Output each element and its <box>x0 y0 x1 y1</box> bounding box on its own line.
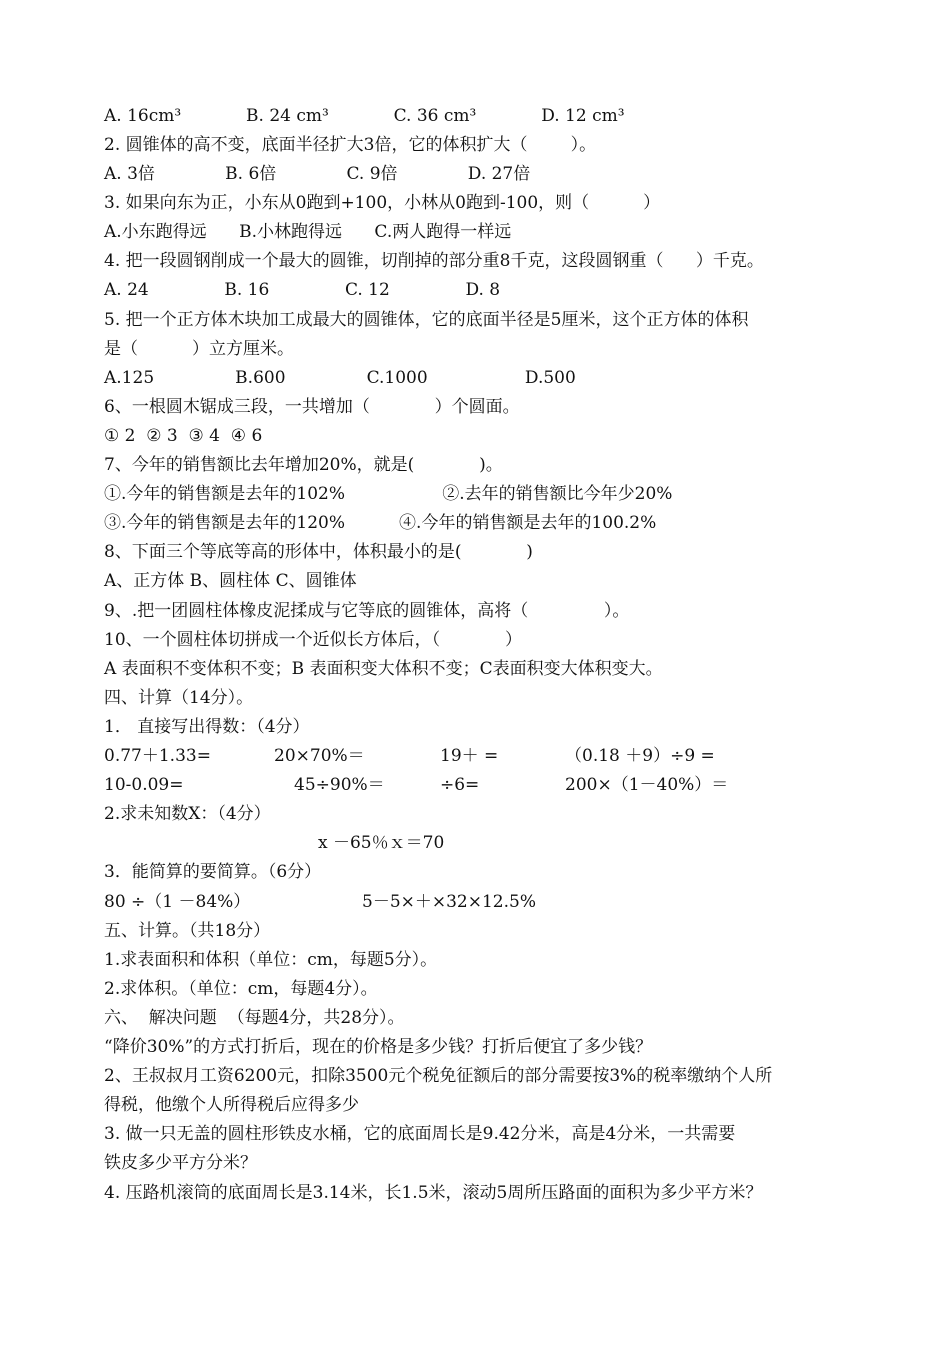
question-2: 2. 圆锥体的高不变，底面半径扩大3倍，它的体积扩大（ ）。 <box>104 135 597 155</box>
calc-item: 19＋ = <box>440 746 499 766</box>
problem-2-cont: 得税，他缴个人所得税后应得多少 <box>104 1095 359 1115</box>
section-5-title: 五、计算。（共18分） <box>104 921 271 941</box>
calc-item: （0.18 ＋9）÷9 = <box>565 746 715 766</box>
problem-4: 4. 压路机滚筒的底面周长是3.14米，长1.5米，滚动5周所压路面的面积为多少平方米？ <box>104 1183 763 1203</box>
equation: x －65％ｘ＝70 <box>318 833 445 853</box>
problem-3-cont: 铁皮多少平方分米？ <box>104 1153 257 1173</box>
calc-item: 200×（1－40%）＝ <box>565 775 729 795</box>
question-9: 9、.把一团圆柱体橡皮泥揉成与它等底的圆锥体，高将（ ）。 <box>104 601 630 621</box>
section-4-title: 四、计算（14分）。 <box>104 688 254 708</box>
calc-item: 20×70%＝ <box>274 746 365 766</box>
calc-item: 45÷90%＝ <box>294 775 385 795</box>
calc-item: ÷6= <box>440 775 480 795</box>
question-5: 5. 把一个正方体木块加工成最大的圆锥体，它的底面半径是5厘米，这个正方体的体积 <box>104 310 749 330</box>
question-5-cont: 是（ ）立方厘米。 <box>104 339 295 359</box>
q8-options: A、正方体 B、圆柱体 C、圆锥体 <box>104 571 357 591</box>
calc-item: 5－5×＋×32×12.5% <box>362 892 537 912</box>
question-7: 7、今年的销售额比去年增加20%，就是( )。 <box>104 455 503 475</box>
problem-3: 3. 做一只无盖的圆柱形铁皮水桶，它的底面周长是9.42分米，高是4分米，一共需要 <box>104 1124 736 1144</box>
question-3: 3. 如果向东为正，小东从0跑到+100，小林从0跑到-100，则（ ） <box>104 193 661 213</box>
section-4-2-title: 2.求未知数X：（4分） <box>104 804 271 824</box>
q2-options: A. 3倍 B. 6倍 C. 9倍 D. 27倍 <box>104 164 531 184</box>
section-4-3-title: 3．能简算的要简算。（6分） <box>104 862 322 882</box>
question-10: 10、一个圆柱体切拼成一个近似长方体后，（ ） <box>104 630 522 650</box>
section-5-2: 2.求体积。（单位：cm，每题4分）。 <box>104 979 378 999</box>
q1-options: A. 16cm³ B. 24 cm³ C. 36 cm³ D. 12 cm³ <box>104 106 625 126</box>
section-5-1: 1.求表面积和体积（单位：cm，每题5分）。 <box>104 950 438 970</box>
problem-2: 2、王叔叔月工资6200元，扣除3500元个税免征额后的部分需要按3%的税率缴纳个人所 <box>104 1066 773 1086</box>
calc-item: 10-0.09= <box>104 775 184 795</box>
q10-options: A 表面积不变体积不变；B 表面积变大体积不变；C表面积变大体积变大。 <box>104 659 663 679</box>
problem-1: “降价30%”的方式打折后，现在的价格是多少钱？打折后便宜了多少钱？ <box>104 1037 653 1057</box>
q6-options: ① 2 ② 3 ③ 4 ④ 6 <box>104 426 263 446</box>
q7-options-b: ③.今年的销售额是去年的120% ④.今年的销售额是去年的100.2% <box>104 513 657 533</box>
q5-options: A.125 B.600 C.1000 D.500 <box>104 368 576 388</box>
question-8: 8、下面三个等底等高的形体中，体积最小的是( ) <box>104 542 533 562</box>
section-4-1-title: 1． 直接写出得数：（4分） <box>104 717 310 737</box>
calc-item: 80 ÷（1 －84%） <box>104 892 251 912</box>
q3-options: A.小东跑得远 B.小林跑得远 C.两人跑得一样远 <box>104 222 512 242</box>
question-6: 6、一根圆木锯成三段，一共增加（ ）个圆面。 <box>104 397 520 417</box>
q7-options-a: ①.今年的销售额是去年的102% ②.去年的销售额比今年少20% <box>104 484 673 504</box>
q4-options: A. 24 B. 16 C. 12 D. 8 <box>104 280 501 300</box>
section-6-title: 六、 解决问题 （每题4分，共28分）。 <box>104 1008 405 1028</box>
question-4: 4. 把一段圆钢削成一个最大的圆锥，切削掉的部分重8千克，这段圆钢重（ ）千克。 <box>104 251 764 271</box>
calc-item: 0.77＋1.33= <box>104 746 211 766</box>
